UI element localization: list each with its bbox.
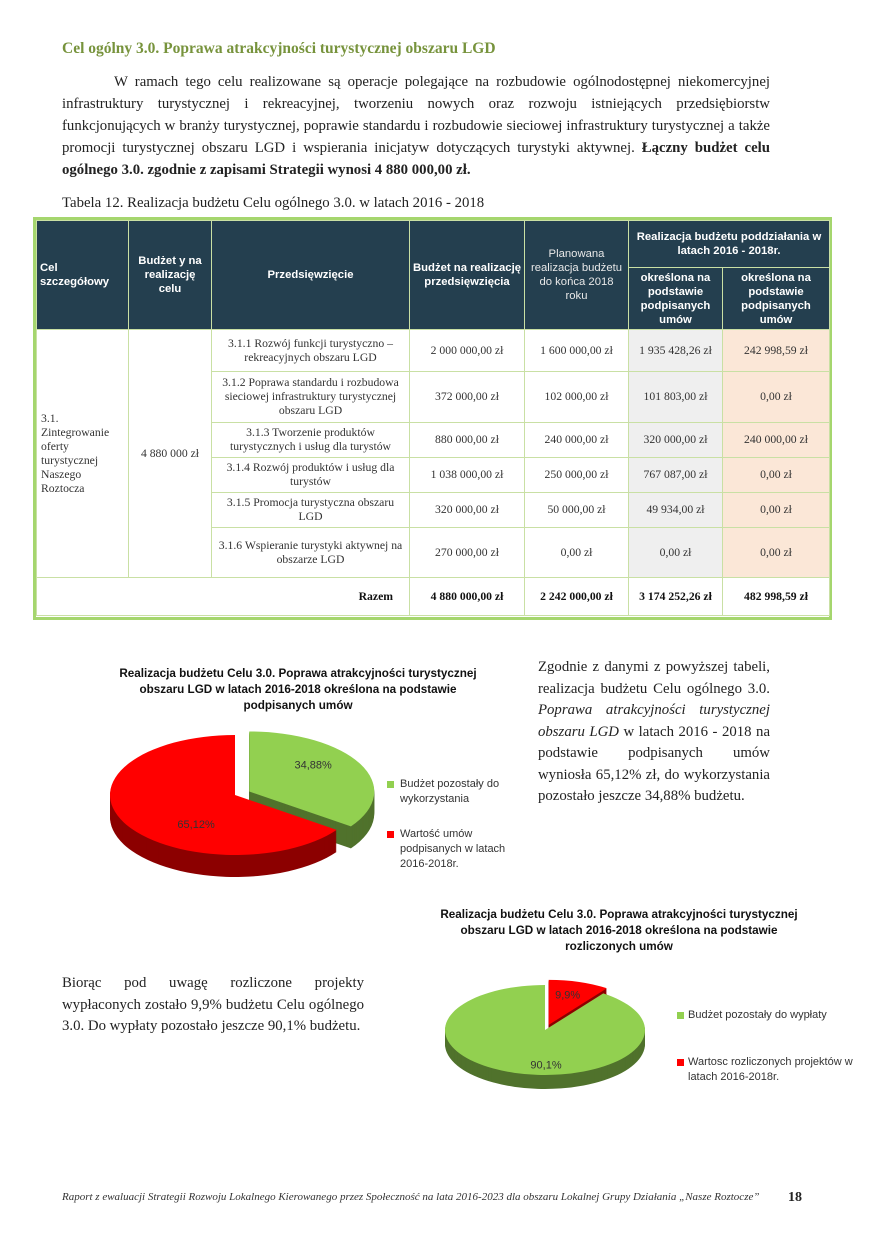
row-budget: 320 000,00 zł [410, 493, 525, 528]
chart1-legend-remaining [387, 777, 530, 807]
row-rozl: 240 000,00 zł [723, 423, 830, 458]
total-label: Razem [37, 578, 410, 616]
page-footer: Raport z ewaluacji Strategii Rozwoju Lokalnego Kierowanego przez Społeczność na lata 2016-2023 dla obszaru Lokalnej Grupy Działania „Nasze Roztocze” [62, 1191, 760, 1203]
header-przedsiewziecie: Przedsięwzięcie [212, 221, 410, 330]
intro-paragraph [62, 71, 770, 181]
total-budget: 4 880 000,00 zł [410, 578, 525, 616]
chart2-legend-remaining [677, 1008, 868, 1023]
row-planned: 0,00 zł [525, 528, 629, 578]
page-number: 18 [788, 1190, 802, 1205]
chart2-legend-label: Budżet pozostały do wypłaty [688, 1009, 827, 1021]
chart1-legend-label: Wartość umów podpisanych w latach 2016-2018r. [400, 828, 506, 870]
header-sub-umowy: określona na podstawie podpisanych umów [629, 268, 723, 330]
chart1-commentary [538, 657, 770, 808]
row-umowy: 49 934,00 zł [629, 493, 723, 528]
legend-swatch-green [677, 1012, 684, 1019]
row-planned: 1 600 000,00 zł [525, 330, 629, 372]
row-rozl: 0,00 zł [723, 528, 830, 578]
para2-post: w latach 2016 - 2018 na podstawie podpisanych umów wyniosła 65,12% zł, do wykorzystania pozostało jeszcze 34,88% budżetu. [538, 723, 771, 804]
pie-data-label: 90,1% [530, 1059, 562, 1072]
pie-data-label: 65,12% [177, 819, 215, 832]
row-rozl: 242 998,59 zł [723, 330, 830, 372]
cel-budget: 4 880 000 zł [129, 330, 212, 578]
row-budget: 270 000,00 zł [410, 528, 525, 578]
row-planned: 240 000,00 zł [525, 423, 629, 458]
row-planned: 102 000,00 zł [525, 372, 629, 423]
chart1-legend-contracts [387, 827, 520, 872]
legend-swatch-red [677, 1059, 684, 1066]
row-budget: 880 000,00 zł [410, 423, 525, 458]
header-sub-rozliczone: określona na podstawie podpisanych umów [723, 268, 830, 330]
row-name: 3.1.2 Poprawa standardu i rozbudowa sieciowej infrastruktury turystycznej obszaru LGD [212, 372, 410, 423]
para2-pre: Zgodnie z danymi z powyższej tabeli, realizacja budżetu Celu ogólnego 3.0. [538, 659, 770, 697]
chart2-title: Realizacja budżetu Celu 3.0. Poprawa atrakcyjności turystycznej obszaru LGD w latach 2016-2018 określona na podstawie rozliczonych umów [440, 908, 798, 953]
row-rozl: 0,00 zł [723, 458, 830, 493]
chart1-legend-label: Budżet pozostały do wykorzystania [400, 778, 500, 805]
pie-data-label: 34,88% [294, 759, 332, 772]
chart1-title: Realizacja budżetu Celu 3.0. Poprawa atrakcyjności turystycznej obszaru LGD w latach 2016-2018 określona na podstawie podpisanych umów [119, 667, 477, 712]
chart2-legend-settled [677, 1055, 868, 1085]
row-budget: 372 000,00 zł [410, 372, 525, 423]
row-name: 3.1.3 Tworzenie produktów turystycznych i usług dla turystów [212, 423, 410, 458]
chart2-legend-label: Wartosc rozliczonych projektów w latach 2016-2018r. [688, 1056, 853, 1083]
total-planned: 2 242 000,00 zł [525, 578, 629, 616]
total-rozl: 482 998,59 zł [723, 578, 830, 616]
row-umowy: 1 935 428,26 zł [629, 330, 723, 372]
cel-name: 3.1. Zintegrowanie oferty turystycznej Naszego Roztocza [37, 330, 129, 578]
budget-table-frame [33, 217, 832, 620]
budget-table [36, 220, 830, 616]
row-umowy: 320 000,00 zł [629, 423, 723, 458]
row-planned: 250 000,00 zł [525, 458, 629, 493]
row-name: 3.1.5 Promocja turystyczna obszaru LGD [212, 493, 410, 528]
row-budget: 1 038 000,00 zł [410, 458, 525, 493]
chart2-commentary: Biorąc pod uwagę rozliczone projekty wypłaconych zostało 9,9% budżetu Celu ogólnego 3.0. Do wypłaty pozostało jeszcze 90,1% budżetu. [62, 975, 364, 1034]
row-name: 3.1.4 Rozwój produktów i usług dla turystów [212, 458, 410, 493]
row-planned: 50 000,00 zł [525, 493, 629, 528]
table-caption: Tabela 12. Realizacja budżetu Celu ogólnego 3.0. w latach 2016 - 2018 [62, 195, 485, 211]
row-rozl: 0,00 zł [723, 493, 830, 528]
row-budget: 2 000 000,00 zł [410, 330, 525, 372]
row-umowy: 101 803,00 zł [629, 372, 723, 423]
row-umowy: 0,00 zł [629, 528, 723, 578]
header-budzet-przedsiewziecia: Budżet na realizację przedsięwzięcia [410, 221, 525, 330]
header-planowana: Planowana realizacja budżetu do końca 2018 roku [525, 221, 629, 330]
row-umowy: 767 087,00 zł [629, 458, 723, 493]
row-rozl: 0,00 zł [723, 372, 830, 423]
section-heading: Cel ogólny 3.0. Poprawa atrakcyjności turystycznej obszaru LGD [62, 40, 496, 57]
total-umowy: 3 174 252,26 zł [629, 578, 723, 616]
header-cel: Cel szczegółowy [37, 221, 129, 330]
intro-text: W ramach tego celu realizowane są operacje polegające na rozbudowie ogólnodostępnej niekomercyjnej infrastruktury turystycznej i rekreacyjnej, tworzeniu nowych oraz rozwoju istniejących przedsiębiorstw funkcjonujących w branży turystycznej, poprawie standardu i rozbudowie sieciowej infrastruktury turystycznej a także promocji turystycznej obszaru LGD i wspierania inicjatyw dotyczących turystyki aktywnej. [62, 74, 770, 156]
legend-swatch-green [387, 781, 394, 788]
row-name: 3.1.6 Wspieranie turystyki aktywnej na obszarze LGD [212, 528, 410, 578]
chart2-pie [430, 975, 660, 1115]
header-budzet-celu: Budżet y na realizację celu [129, 221, 212, 330]
para2-italic: Poprawa atrakcyjności turystycznej obszaru LGD [538, 702, 770, 740]
row-name: 3.1.1 Rozwój funkcji turystyczno – rekreacyjnych obszaru LGD [212, 330, 410, 372]
intro-bold-text: Łączny budżet celu ogólnego 3.0. zgodnie z zapisami Strategii wynosi 4 880 000,00 zł. [62, 140, 770, 178]
chart1-pie [90, 730, 390, 900]
pie-data-label: 9,9% [555, 989, 581, 1002]
header-realizacja: Realizacja budżetu poddziałania w latach 2016 - 2018r. [629, 221, 830, 268]
legend-swatch-red [387, 831, 394, 838]
